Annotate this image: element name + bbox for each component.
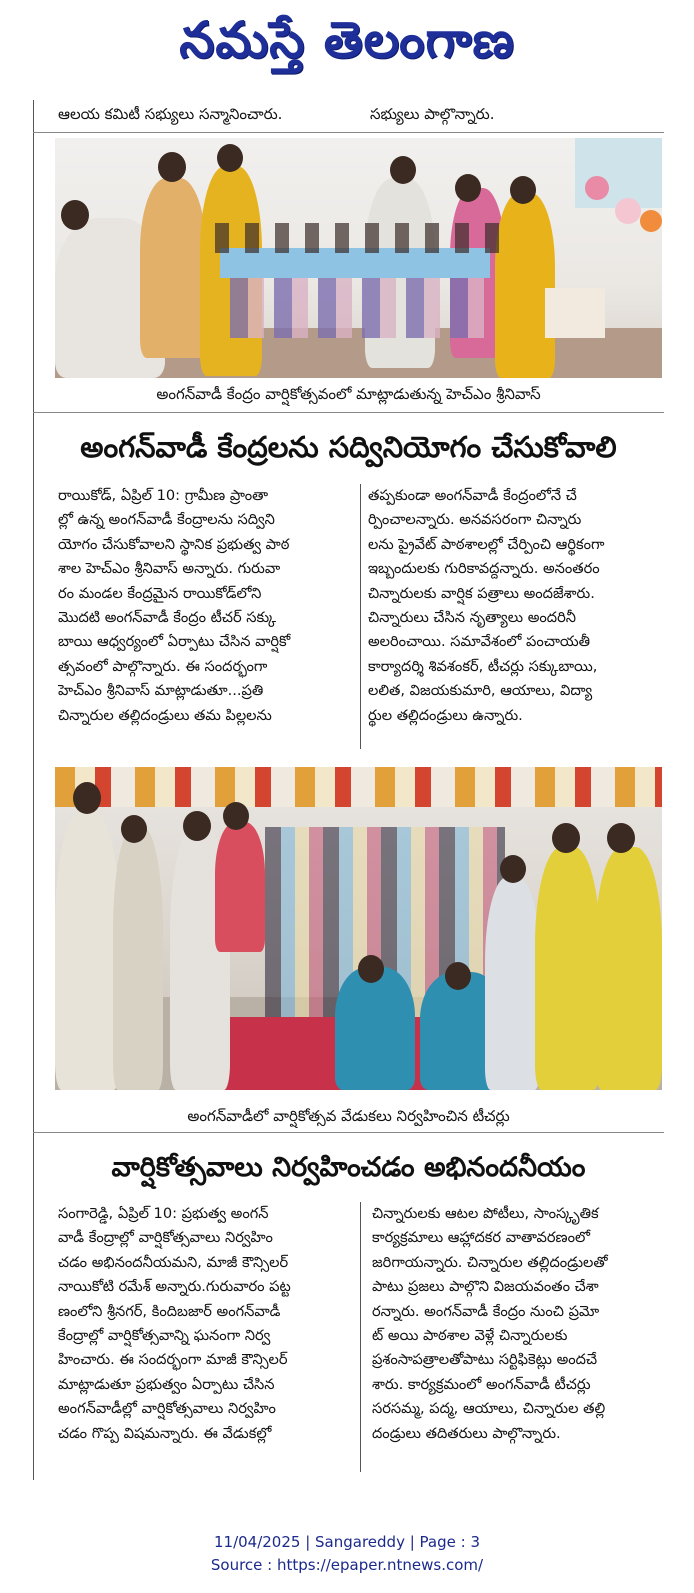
article1-col2-line: కార్యాదర్శి శివశంకర్, టీచర్లు సక్కుబాయి, [368,657,598,675]
article1-column-2 [368,484,668,728]
article2-col1-line: చడం అభినందనీయమని, మాజీ కౌన్సిలర్ [58,1253,289,1271]
article2-column-1 [58,1202,358,1446]
article2-column-2 [372,1202,668,1446]
article2-col2-line: ట్ అయి పాఠశాల వెళ్లే చిన్నారులకు [372,1327,568,1345]
article1-col1-line: త్సవంలో పాల్గొన్నారు. ఈ సందర్భంగా [58,657,268,675]
article1-col1-line: రం మండల కేంద్రమైన రాయికోడ్‌లోని [58,584,262,602]
article2-col1-line: హించారు. ఈ సందర్భంగా మాజీ కౌన్సిలర్ [58,1351,288,1369]
article2-col2-line: రన్నారు. అంగన్‌వాడీ కేంద్రం నుంచి ప్రమో [372,1302,600,1320]
article1-col1-line: రాయికోడ్, ఏప్రిల్ 10: గ్రామీణ ప్రాంతా [58,487,269,504]
article2-col1-line: అంగన్‌వాడీల్లో వార్షికోత్సవాలు నిర్వహిం [58,1400,276,1418]
article2-col1-line: నాయికోటి రమేశ్ అన్నారు.గురువారం పట్ట [58,1278,291,1296]
masthead-title: నమస్తే తెలంగాణ [179,10,515,69]
article1-photo-caption: అంగన్‌వాడీ కేంద్రం వార్షికోత్సవంలో మాట్లాడుతున్న హెచ్‌ఎం శ్రీనివాస్ [156,385,541,403]
footer-source: Source : https://epaper.ntnews.com/ [210,1556,484,1574]
separator-article1 [33,412,664,413]
footer-date-edition: 11/04/2025 | Sangareddy | Page : 3 [213,1533,480,1551]
article2-col1-line: వాడీ కేంద్రాల్లో వార్షికోత్సవాలు నిర్వహిం [58,1229,273,1247]
article1-col1-line: యోగం చేసుకోవాలని స్థానిక ప్రభుత్వ పాఠ [58,535,290,553]
article1-col1-line: హెచ్‌ఎం శ్రీనివాస్ మాట్లాడుతూ...ప్రతి [58,682,264,700]
article1-col2-line: లలిత, విజయకుమారి, ఆయాలు, విద్యా [368,682,593,700]
article1-col1-line: చిన్నారుల తల్లిదండ్రులు తమ పిల్లలను [58,706,272,724]
separator-article2 [33,1132,664,1133]
article2-col1-line: కేంద్రాల్లో వార్షికోత్సవాన్ని ఘనంగా నిర్వ [58,1327,271,1345]
article1-photo [55,138,662,378]
article1-col1-line: బాయి ఆధ్వర్యంలో ఏర్పాటు చేసిన వార్షికో [58,633,291,651]
article1-headline: అంగన్‌వాడీ కేంద్రలను సద్వినియోగం చేసుకోవాలి [80,430,617,464]
article2-col2-line: జరిగాయన్నారు. చిన్నారుల తల్లిదండ్రులతో [372,1253,608,1271]
article1-col2-line: చిన్నారులు చేసిన నృత్యాలు అందరినీ [368,609,577,627]
article2-photo-caption: అంగన్‌వాడీలో వార్షికోత్సవ వేడుకలు నిర్వహించిన టీచర్లు [187,1107,510,1125]
article1-col2-line: ర్పించాలన్నారు. అనవసరంగా చిన్నారు [368,511,582,529]
article2-col2-line: ప్రశంసాపత్రాలతోపాటు సర్టిఫికెట్లు అందచే [372,1351,598,1369]
separator-top [33,132,664,133]
previous-article-line-right: సభ్యులు పాల్గొన్నారు. [370,105,495,123]
article1-column-1 [58,484,358,728]
article1-col1-line: ల్లో ఉన్న అంగన్‌వాడీ కేంద్రాలను సద్విని [58,511,275,529]
article2-photo [55,767,662,1090]
article1-col2-line: అలరించాయి. సమావేశంలో పంచాయతీ [368,633,591,651]
article1-col2-line: లను ప్రైవేట్ పాఠశాలల్లో చేర్పించి ఆర్థికంగా [368,535,605,553]
article1-col2-line: ఇబ్బందులకు గురికావద్దన్నారు. అనంతరం [368,560,600,578]
article1-col1-line: శాల హెచ్‌ఎం శ్రీనివాస్ అన్నారు. గురువా [58,560,281,578]
article2-col2-line: చిన్నారులకు ఆటల పోటీలు, సాంస్కృతిక [372,1205,599,1222]
column-rule-left [33,100,34,1480]
article2-col1-line: చడం గొప్ప విషమన్నారు. ఈ వేడుకల్లో [58,1424,272,1442]
article1-col2-line: తప్పకుండా అంగన్‌వాడీ కేంద్రంలోనే చే [368,487,577,504]
article2-col2-line: సరసమ్మ, పద్మ, ఆయాలు, చిన్నారుల తల్లి [372,1400,606,1418]
article2-col1-line: సంగారెడ్డి, ఏప్రిల్ 10: ప్రభుత్వ అంగన్ [58,1205,269,1222]
article2-col2-line: శారు. కార్యక్రమంలో అంగన్‌వాడీ టీచర్లు [372,1375,591,1393]
article2-col2-line: పాటు ప్రజలు పాల్గొని విజయవంతం చేశా [372,1278,599,1296]
article2-column-rule [360,1202,361,1472]
article2-col2-line: దండ్రులు తదితరులు పాల్గొన్నారు. [372,1424,561,1442]
article1-col2-line: ర్థుల తల్లిదండ్రులు ఉన్నారు. [368,706,523,724]
previous-article-line-left: ఆలయ కమిటీ సభ్యులు సన్మానించారు. [58,105,283,123]
article1-column-rule [360,484,361,749]
article1-col2-line: చిన్నారులకు వార్షిక పత్రాలు అందజేశారు. [368,584,595,602]
masthead [0,0,694,92]
article2-col2-line: కార్యక్రమాలు ఆహ్లాదకర వాతావరణంలో [372,1229,590,1247]
article2-headline: వార్షికోత్సవాలు నిర్వహించడం అభినందనీయం [111,1152,586,1183]
article2-col1-line: ణంలోని శ్రీనగర్, కిందిబజార్ అంగన్‌వాడీ [58,1302,281,1320]
article1-col1-line: మొదటి అంగన్‌వాడీ కేంద్రం టీచర్ సక్కు [58,609,277,627]
article2-col1-line: మాట్లాడుతూ ప్రభుత్వం ఏర్పాటు చేసిన [58,1375,275,1393]
